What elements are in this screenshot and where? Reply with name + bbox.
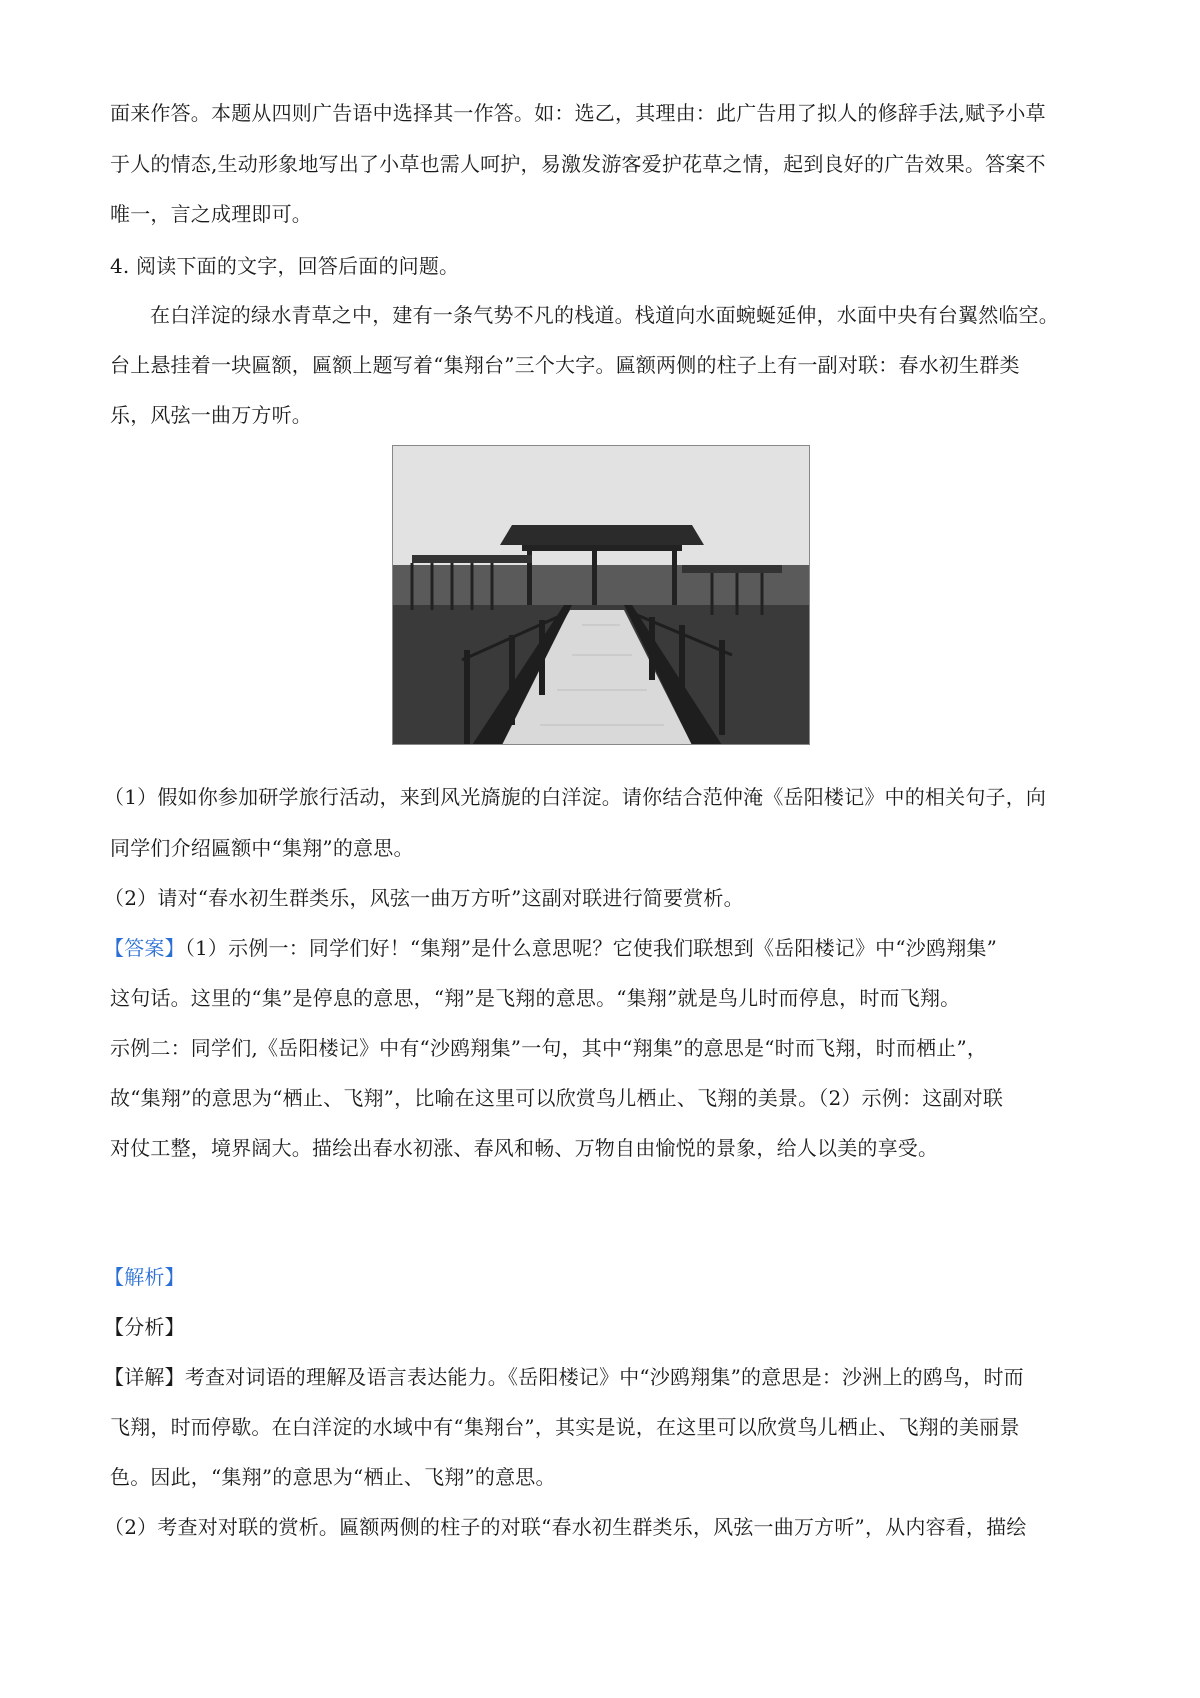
answer-line: 示例二：同学们,《岳阳楼记》中有“沙鸥翔集”一句，其中“翔集”的意思是“时而飞翔，时而栖止”， — [110, 1036, 988, 1060]
analysis-label: 【解析】 — [104, 1265, 185, 1289]
detail-text: 考查对词语的理解及语言表达能力。《岳阳楼记》中“沙鸥翔集”的意思是：沙洲上的鸥鸟，时而 — [184, 1365, 1024, 1389]
pier-photo — [392, 445, 810, 745]
answer-label: 【答案】 — [104, 936, 185, 960]
answer-line: 这句话。这里的“集”是停息的意思，“翔”是飞翔的意思。“集翔”就是鸟儿时而停息，时而飞翔。 — [110, 986, 961, 1010]
subquestion-2: （2）请对“春水初生群类乐，风弦一曲万方听”这副对联进行简要赏析。 — [104, 886, 744, 910]
answer-line — [104, 933, 1094, 963]
detail-line: 色。因此，“集翔”的意思为“栖止、飞翔”的意思。 — [110, 1465, 556, 1489]
detail-line: （2）考查对对联的赏析。匾额两侧的柱子的对联“春水初生群类乐，风弦一曲万方听”，从内容看，描绘 — [104, 1515, 1027, 1539]
answer-line: 故“集翔”的意思为“栖止、飞翔”，比喻在这里可以欣赏鸟儿栖止、飞翔的美景。（2）示例：这副对联 — [110, 1086, 1004, 1110]
subquestion-1-cont: 同学们介绍匾额中“集翔”的意思。 — [110, 836, 414, 860]
answer-line: 对仗工整，境界阔大。描绘出春水初涨、春风和畅、万物自由愉悦的景象，给人以美的享受。 — [110, 1136, 939, 1160]
fenxi-label: 【分析】 — [104, 1315, 185, 1339]
subquestion-1: （1）假如你参加研学旅行活动，来到风光旖旎的白洋淀。请你结合范仲淹《岳阳楼记》中的相关句子，向 — [104, 785, 1047, 809]
answer-text: （1）示例一：同学们好！“集翔”是什么意思呢？它使我们联想到《岳阳楼记》中“沙鸥翔集” — [184, 936, 998, 960]
detail-label: 【详解】 — [104, 1365, 185, 1389]
paragraph-line: 于人的情态,生动形象地写出了小草也需人呵护，易激发游客爱护花草之情，起到良好的广告效果。答案不 — [110, 152, 1046, 176]
detail-line: 飞翔，时而停歇。在白洋淀的水域中有“集翔台”，其实是说，在这里可以欣赏鸟儿栖止、飞翔的美丽景 — [110, 1415, 1020, 1439]
question-stem: 4. 阅读下面的文字，回答后面的问题。 — [110, 254, 460, 278]
passage-line: 台上悬挂着一块匾额，匾额上题写着“集翔台”三个大字。匾额两侧的柱子上有一副对联：春水初生群类 — [110, 353, 1020, 377]
passage-line: 在白洋淀的绿水青草之中，建有一条气势不凡的栈道。栈道向水面蜿蜒延伸，水面中央有台翼然临空。 — [150, 303, 1059, 327]
passage-line: 乐，风弦一曲万方听。 — [110, 403, 312, 427]
paragraph-line: 面来作答。本题从四则广告语中选择其一作答。如：选乙，其理由：此广告用了拟人的修辞手法,赋予小草 — [110, 101, 1046, 125]
detail-line — [104, 1362, 1094, 1392]
paragraph-line: 唯一，言之成理即可。 — [110, 202, 312, 226]
